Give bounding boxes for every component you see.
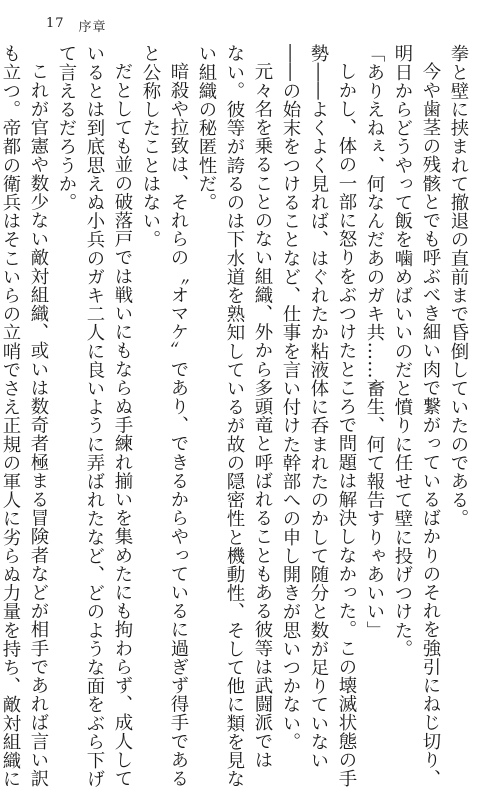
text-line-5: しかし、体の一部に怒りをぶつけたところで問題は解決しなかった。この壊滅状態の手 xyxy=(336,62,357,788)
page-header xyxy=(46,16,107,35)
text-line-11: 暗殺や拉致は、それらの〝オマケ〟であり、できるからやっているに過ぎず得手である xyxy=(168,62,189,788)
text-line-2: 今や歯茎の残骸とでも呼ぶべき細い肉で繋がっているばかりのそれを強引にねじ切り、 xyxy=(420,62,441,788)
text-line-7: ――の始末をつけることなど、仕事を言い付けた幹部への申し開きが思いつかない。 xyxy=(280,44,301,751)
page-number: 17 xyxy=(46,16,65,31)
text-line-12: と公称したことはない。 xyxy=(140,44,161,249)
text-line-16: これが官憲や数少ない敵対組織、或いは数奇者極まる冒険者などが相手であれば言い訳 xyxy=(28,62,49,788)
text-line-8: 元々名を乗ることのない組織、外から多頭竜と呼ばれることもある彼等は武闘派では xyxy=(252,62,273,770)
text-line-6: 勢――よくよく見れば、はぐれたか粘液体に呑まれたのかして随分と数が足りていない xyxy=(308,44,329,770)
text-line-10: い組織の秘匿性だ。 xyxy=(196,44,217,212)
text-line-13: だとしても並の破落戸では戦いにもならぬ手練れ揃いを集めたにも拘わらず、成人して xyxy=(112,62,133,788)
text-line-14: いるとは到底思えぬ小兵のガキ二人に良いように弄ばれたなど、どのような面をぶら下げ xyxy=(84,44,105,788)
vertical-text-body xyxy=(0,44,472,788)
chapter-title: 序章 xyxy=(78,20,107,35)
text-line-1: 拳と壁に挟まれて撤退の直前まで昏倒していたのである。 xyxy=(448,44,469,528)
text-line-3: 明日からどうやって飯を噛めばいいのだと憤りに任せて壁に投げつけた。 xyxy=(392,44,413,658)
text-line-4: 「ありえねぇ、何なんだあのガキ共……畜生、何て報告すりゃあいい」 xyxy=(364,44,385,640)
text-line-17: も立つ。帝都の衛兵はそこいらの立哨でさえ正規の軍人に劣らぬ力量を持ち、敵対組織に xyxy=(0,44,21,788)
text-line-15: て言えるだろうか。 xyxy=(56,44,77,212)
text-line-9: ない。彼等が誇るのは下水道を熟知しているが故の隠密性と機動性、そして他に類を見な xyxy=(224,44,245,788)
